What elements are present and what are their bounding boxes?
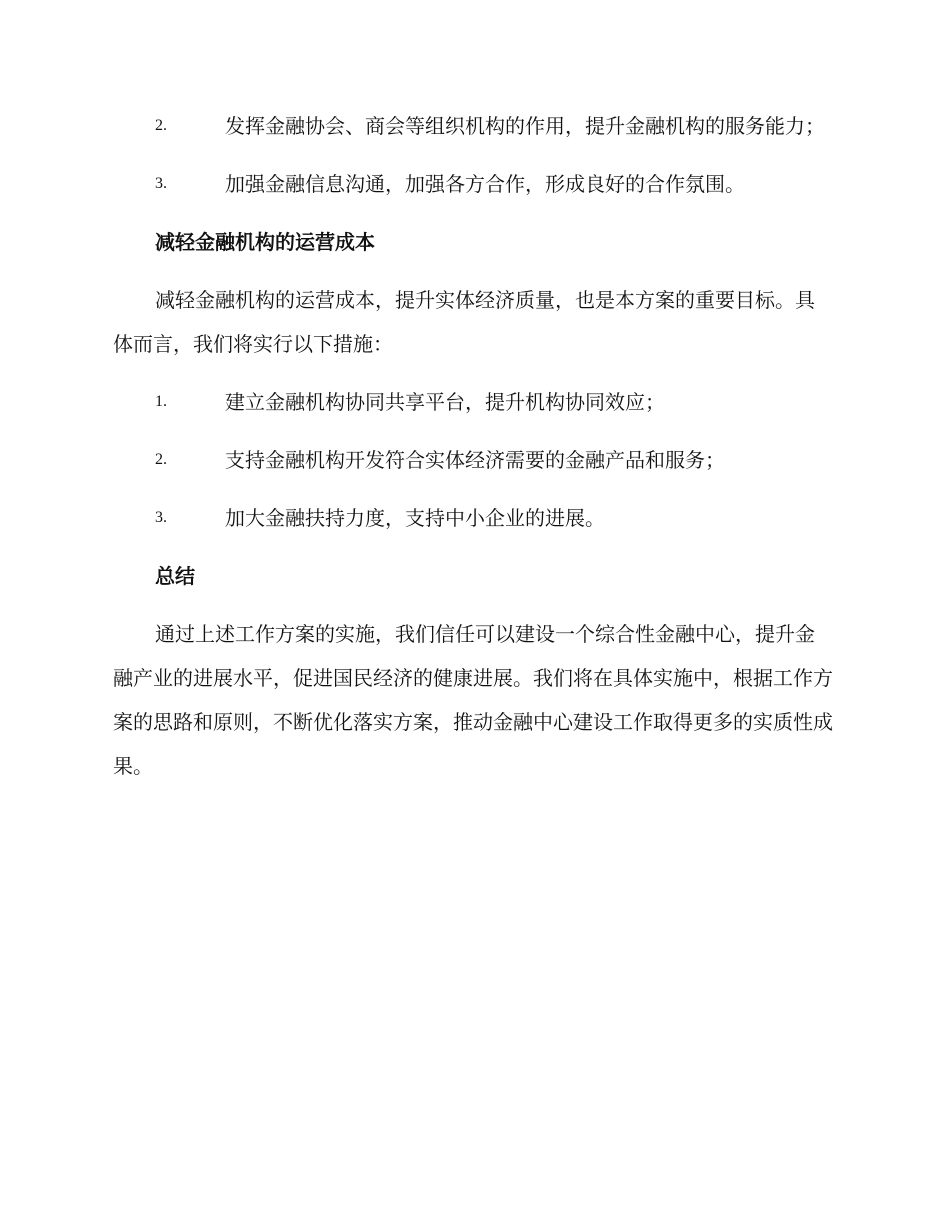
list-text: 加大金融扶持力度，支持中小企业的进展。 xyxy=(225,506,605,530)
section-paragraph-summary: 通过上述工作方案的实施，我们信任可以建设一个综合性金融中心，提升金融产业的进展水平，促进国民经济的健康进展。我们将在具体实施中，根据工作方案的思路和原则，不断优化落实方案，推动金融中心建设工作取得更多的实质性成果。 xyxy=(113,622,833,778)
list-number: 1. xyxy=(155,393,167,410)
list-item xyxy=(113,104,833,148)
list-text: 建立金融机构协同共享平台，提升机构协同效应； xyxy=(225,390,665,414)
list-text: 加强金融信息沟通，加强各方合作，形成良好的合作氛围。 xyxy=(225,172,745,196)
list-text: 发挥金融协会、商会等组织机构的作用，提升金融机构的服务能力； xyxy=(225,114,825,138)
list-item xyxy=(113,380,833,424)
list-number: 2. xyxy=(155,451,167,468)
list-text: 支持金融机构开发符合实体经济需要的金融产品和服务； xyxy=(225,448,725,472)
list-item xyxy=(113,438,833,482)
list-number: 3. xyxy=(155,509,167,526)
list-number: 2. xyxy=(155,117,167,134)
list-item xyxy=(113,496,833,540)
section-paragraph-cost: 减轻金融机构的运营成本，提升实体经济质量，也是本方案的重要目标。具体而言，我们将实行以下措施： xyxy=(113,288,815,356)
section-heading-cost: 减轻金融机构的运营成本 xyxy=(155,230,375,254)
section-heading-summary: 总结 xyxy=(155,564,195,588)
document-content xyxy=(113,104,833,802)
list-item xyxy=(113,162,833,206)
list-number: 3. xyxy=(155,175,167,192)
